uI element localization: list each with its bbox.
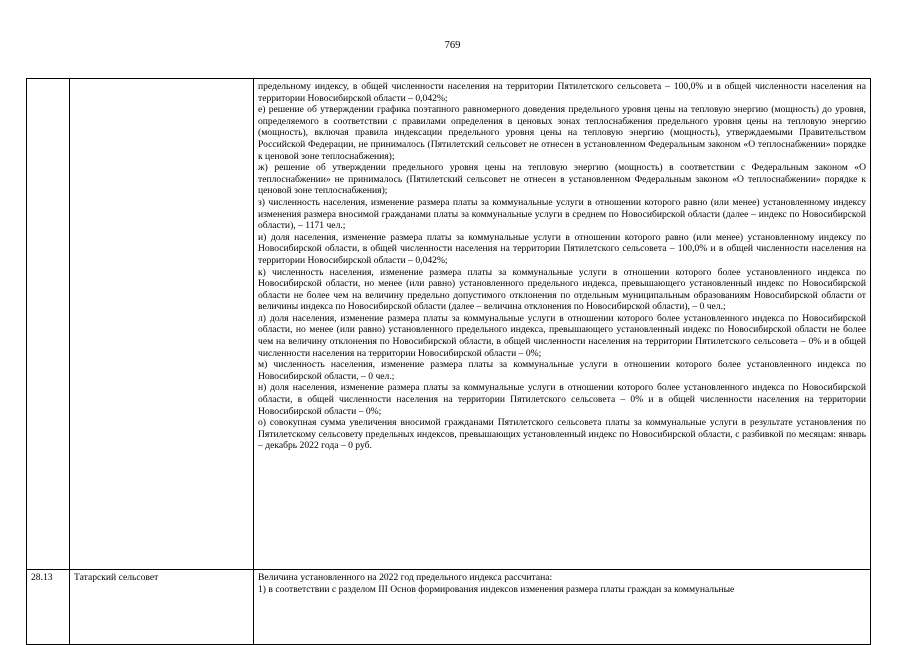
table-row xyxy=(27,79,871,570)
row-number-cell xyxy=(27,79,70,570)
row-number-cell: 28.13 xyxy=(27,570,70,645)
paragraph: предельному индексу, в общей численности населения на территории Пятилетского сельсовета – 100,0% и в общей численности населения на территории Новосибирской области – 0,042%; xyxy=(258,81,866,104)
paragraph: л) доля населения, изменение размера платы за коммунальные услуги в отношении которого более установленного индекса по Новосибирской области, но менее (или равно) установленного предельного индекса, превышающего установленный индекс по Новосибирской области не более чем на величину отклонения по Новосибирской области, в общей численности населения на территории Пятилетского сельсовета – 0% и в общей численности населения на территории Новосибирской области – 0%; xyxy=(258,312,866,359)
paragraph: 1) в соответствии с разделом III Основ формирования индексов изменения размера платы граждан за коммунальные xyxy=(258,583,735,595)
paragraph: к) численность населения, изменение размера платы за коммунальные услуги в отношении которого более установленного индекса по Новосибирской области, но менее (или равно) установленного предельного индекса, превышающего установленный индекс по Новосибирской области не более чем на величину предельно допустимого отклонения по отдельным муниципальным образованиям Новосибирской области от величины индекса по Новосибирской области (далее – величина отклонения по Новосибирской области), – 0 чел.; xyxy=(258,266,866,313)
page-number: 769 xyxy=(444,40,461,51)
table-row xyxy=(27,570,871,645)
paragraph: о) совокупная сумма увеличения вносимой гражданами Пятилетского сельсовета платы за коммунальные услуги в результате установления по Пятилетскому сельсовету предельных индексов, превышающих установленный индекс по Новосибирской области, с разбивкой по месяцам: январь – декабрь 2022 года – 0 руб. xyxy=(258,417,866,452)
paragraph: е) решение об утверждении графика поэтапного равномерного доведения предельного уровня цены на тепловую энергию (мощность) до уровня, определяемого в соответствии с правилами определения в ценовых зонах теплоснабжения предельного уровня цены на тепловую энергию (мощность), включая правила индексации предельного уровня цены на тепловую энергию (мощность), утверждаемыми Правительством Российской Федерации, не принималось (Пятилетский сельсовет не отнесен в установленном Федеральным законом «О теплоснабжении» порядке к ценовой зоне теплоснабжения); xyxy=(258,104,866,162)
municipality-name-cell xyxy=(70,79,254,570)
description-cell xyxy=(254,79,871,570)
paragraph: ж) решение об утверждении предельного уровня цены на тепловую энергию (мощность) в соответствии с Федеральным законом «О теплоснабжении» не принималось (Пятилетский сельсовет не отнесен в установленном Федеральным законом «О теплоснабжении» порядке к ценовой зоне теплоснабжения); xyxy=(258,162,866,197)
document-table xyxy=(26,78,871,645)
municipality-name-cell: Татарский сельсовет xyxy=(70,570,254,645)
cell-text-clip xyxy=(258,572,866,608)
paragraph: и) доля населения, изменение размера платы за коммунальные услуги в отношении которого равно (или менее) установленному индексу по Новосибирской области, в общей численности населения на территории Пятилетского сельсовета – 100,0% и в общей численности населения на территории Новосибирской области – 0,042%; xyxy=(258,231,866,266)
paragraph: з) численность населения, изменение размера платы за коммунальные услуги в отношении которого равно (или менее) установленному индексу изменения размера вносимой гражданами платы за коммунальные услуги в среднем по Новосибирской области (далее – индекс по Новосибирской области), – 1171 чел.; xyxy=(258,196,866,232)
description-cell xyxy=(254,570,871,645)
paragraph: н) доля населения, изменение размера платы за коммунальные услуги в отношении которого более установленного индекса по Новосибирской области, в общей численности населения на территории Пятилетского сельсовета – 0% и в общей численности населения на территории Новосибирской области – 0%; xyxy=(258,382,866,417)
paragraph: м) численность населения, изменение размера платы за коммунальные услуги в отношении которого более установленного индекса по Новосибирской области, – 0 чел.; xyxy=(258,359,866,382)
paragraph: Величина установленного на 2022 год предельного индекса рассчитана: xyxy=(258,572,553,583)
